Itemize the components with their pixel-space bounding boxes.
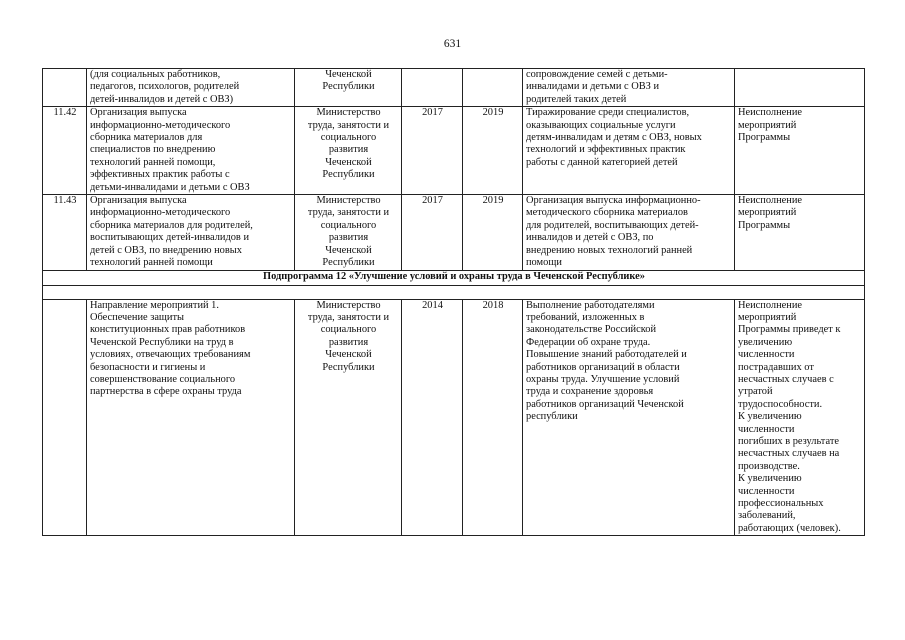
executor: Чеченской Республики: [295, 69, 402, 107]
empty-cell: [43, 285, 865, 299]
event-name: Организация выпуска информационно-методического сборника материалов для родителей, воспитывающих детей-инвалидов и детей с ОВЗ, по внедрению новых технологий ранней помощи: [87, 195, 295, 270]
consequences: Неисполнение мероприятий Программы: [735, 195, 865, 270]
table-row: [43, 195, 865, 270]
executor: Министерство труда, занятости и социального развития Чеченской Республики: [295, 195, 402, 270]
consequences: Неисполнение мероприятий Программы приведет к увеличению численности пострадавших от несчастных случаев с утратой трудоспособности. К увеличению численности погибших в результате несчастных случаев на производстве. К увеличению численности профессиональных заболеваний, работающих (человек).: [735, 299, 865, 536]
table-row: [43, 299, 865, 536]
row-number: 11.42: [43, 107, 87, 195]
end-year: 2019: [463, 107, 523, 195]
executor: Министерство труда, занятости и социального развития Чеченской Республики: [295, 299, 402, 536]
row-number: [43, 69, 87, 107]
row-number: [43, 299, 87, 536]
program-table: [42, 68, 865, 536]
expected-result: Организация выпуска информационно- методического сборника материалов для родителей, воспитывающих детей- инвалидов и детей с ОВЗ, по внедрению новых технологий ранней помощи: [523, 195, 735, 270]
event-name: Организация выпуска информационно-методического сборника материалов для специалистов по внедрению технологий ранней помощи, эффективных практик работы с детьми-инвалидами и детьми с ОВЗ: [87, 107, 295, 195]
consequences: Неисполнение мероприятий Программы: [735, 107, 865, 195]
end-year: 2018: [463, 299, 523, 536]
start-year: [402, 69, 463, 107]
expected-result: Выполнение работодателями требований, изложенных в законодательстве Российской Федерации об охране труда. Повышение знаний работодателей и работников организаций в области охраны труда. Улучшение условий труда и сохранение здоровья работников организаций Чеченской республики: [523, 299, 735, 536]
page-number: 631: [443, 38, 462, 50]
consequences: [735, 69, 865, 107]
table-row: [43, 69, 865, 107]
empty-row: [43, 285, 865, 299]
end-year: [463, 69, 523, 107]
table-row: [43, 107, 865, 195]
expected-result: Тиражирование среди специалистов, оказывающих социальные услуги детям-инвалидам и детям с ОВЗ, новых технологий и эффективных практик работы с данной категорией детей: [523, 107, 735, 195]
event-name: (для социальных работников, педагогов, психологов, родителей детей-инвалидов и детей с ОВЗ): [87, 69, 295, 107]
start-year: 2014: [402, 299, 463, 536]
section-row: [43, 270, 865, 285]
start-year: 2017: [402, 195, 463, 270]
event-name: Направление мероприятий 1. Обеспечение защиты конституционных прав работников Чеченской Республики на труд в условиях, отвечающих требованиям безопасности и гигиены и совершенствование социального партнерства в сфере охраны труда: [87, 299, 295, 536]
row-number: 11.43: [43, 195, 87, 270]
end-year: 2019: [463, 195, 523, 270]
executor: Министерство труда, занятости и социального развития Чеченской Республики: [295, 107, 402, 195]
expected-result: сопровождение семей с детьми- инвалидами и детьми с ОВЗ и родителей таких детей: [523, 69, 735, 107]
start-year: 2017: [402, 107, 463, 195]
section-title: Подпрограмма 12 «Улучшение условий и охраны труда в Чеченской Республике»: [43, 270, 865, 285]
